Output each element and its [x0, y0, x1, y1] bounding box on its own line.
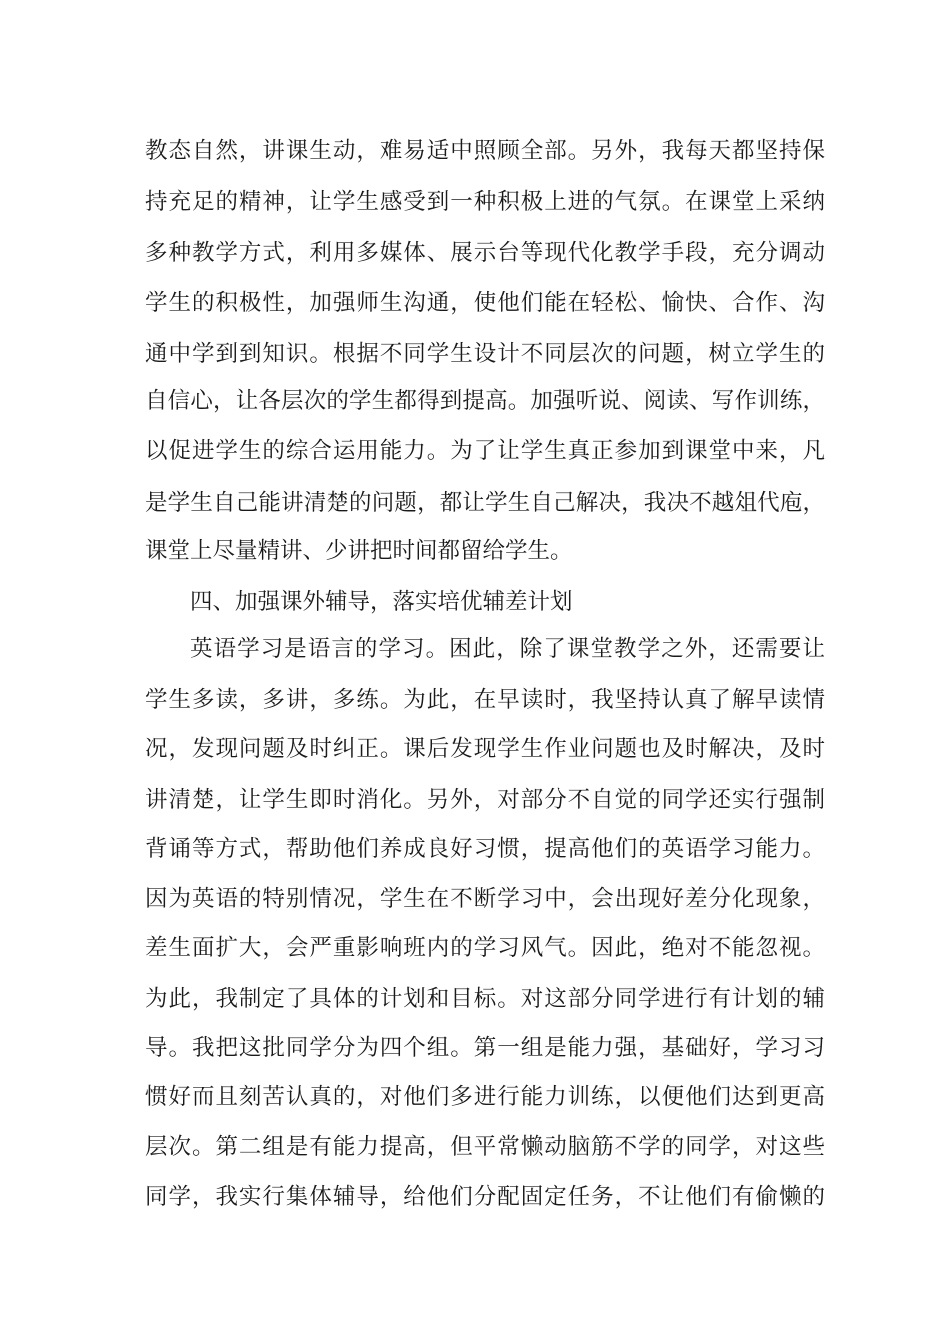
- paragraph-2-line-1: 英语学习是语言的学习。困此，除了课堂教学之外，还需要让: [190, 636, 825, 662]
- paragraph-1-line-7: 以促进学生的综合运用能力。为了让学生真正参加到课堂中来，凡: [145, 438, 825, 464]
- paragraph-1-line-5: 通中学到到知识。根据不同学生设计不同层次的问题，树立学生的: [145, 341, 825, 367]
- paragraph-1-line-9: 课堂上尽量精讲、少讲把时间都留给学生。: [145, 538, 573, 564]
- paragraph-2-line-7: 差生面扩大，会严重影响班内的学习风气。因此，绝对不能忽视。: [145, 935, 825, 961]
- section-heading: 四、加强课外辅导，落实培优辅差计划: [190, 589, 573, 615]
- paragraph-1-line-2: 持充足的精神，让学生感受到一种积极上进的气氛。在课堂上采纳: [145, 189, 825, 215]
- paragraph-2-line-11: 层次。第二组是有能力提高，但平常懒动脑筋不学的同学，对这些: [145, 1134, 825, 1160]
- paragraph-1-line-4: 学生的积极性，加强师生沟通，使他们能在轻松、愉快、合作、沟: [145, 290, 825, 316]
- paragraph-2-line-6: 因为英语的特别情况，学生在不断学习中，会出现好差分化现象，: [145, 886, 825, 912]
- paragraph-1-line-8: 是学生自己能讲清楚的问题，都让学生自己解决，我决不越俎代庖，: [145, 490, 825, 516]
- paragraph-2-line-9: 导。我把这批同学分为四个组。第一组是能力强，基础好，学习习: [145, 1035, 825, 1061]
- paragraph-1-line-1: 教态自然，讲课生动，难易适中照顾全部。另外，我每天都坚持保: [145, 138, 825, 164]
- paragraph-2-line-10: 惯好而且刻苦认真的，对他们多进行能力训练，以便他们达到更高: [145, 1084, 825, 1110]
- paragraph-1-line-6: 自信心，让各层次的学生都得到提高。加强听说、阅读、写作训练，: [145, 388, 825, 414]
- paragraph-2-line-12: 同学，我实行集体辅导，给他们分配固定任务，不让他们有偷懒的: [145, 1184, 825, 1210]
- paragraph-2-line-4: 讲清楚，让学生即时消化。另外，对部分不自觉的同学还实行强制: [145, 787, 825, 813]
- paragraph-2-line-8: 为此，我制定了具体的计划和目标。对这部分同学进行有计划的辅: [145, 986, 825, 1012]
- paragraph-2-line-2: 学生多读，多讲，多练。为此，在早读时，我坚持认真了解早读情: [145, 687, 825, 713]
- paragraph-1-line-3: 多种教学方式，利用多媒体、展示台等现代化教学手段，充分调动: [145, 240, 825, 266]
- paragraph-2-line-5: 背诵等方式，帮助他们养成良好习惯，提高他们的英语学习能力。: [145, 836, 825, 862]
- paragraph-2-line-3: 况，发现问题及时纠正。课后发现学生作业问题也及时解决，及时: [145, 736, 825, 762]
